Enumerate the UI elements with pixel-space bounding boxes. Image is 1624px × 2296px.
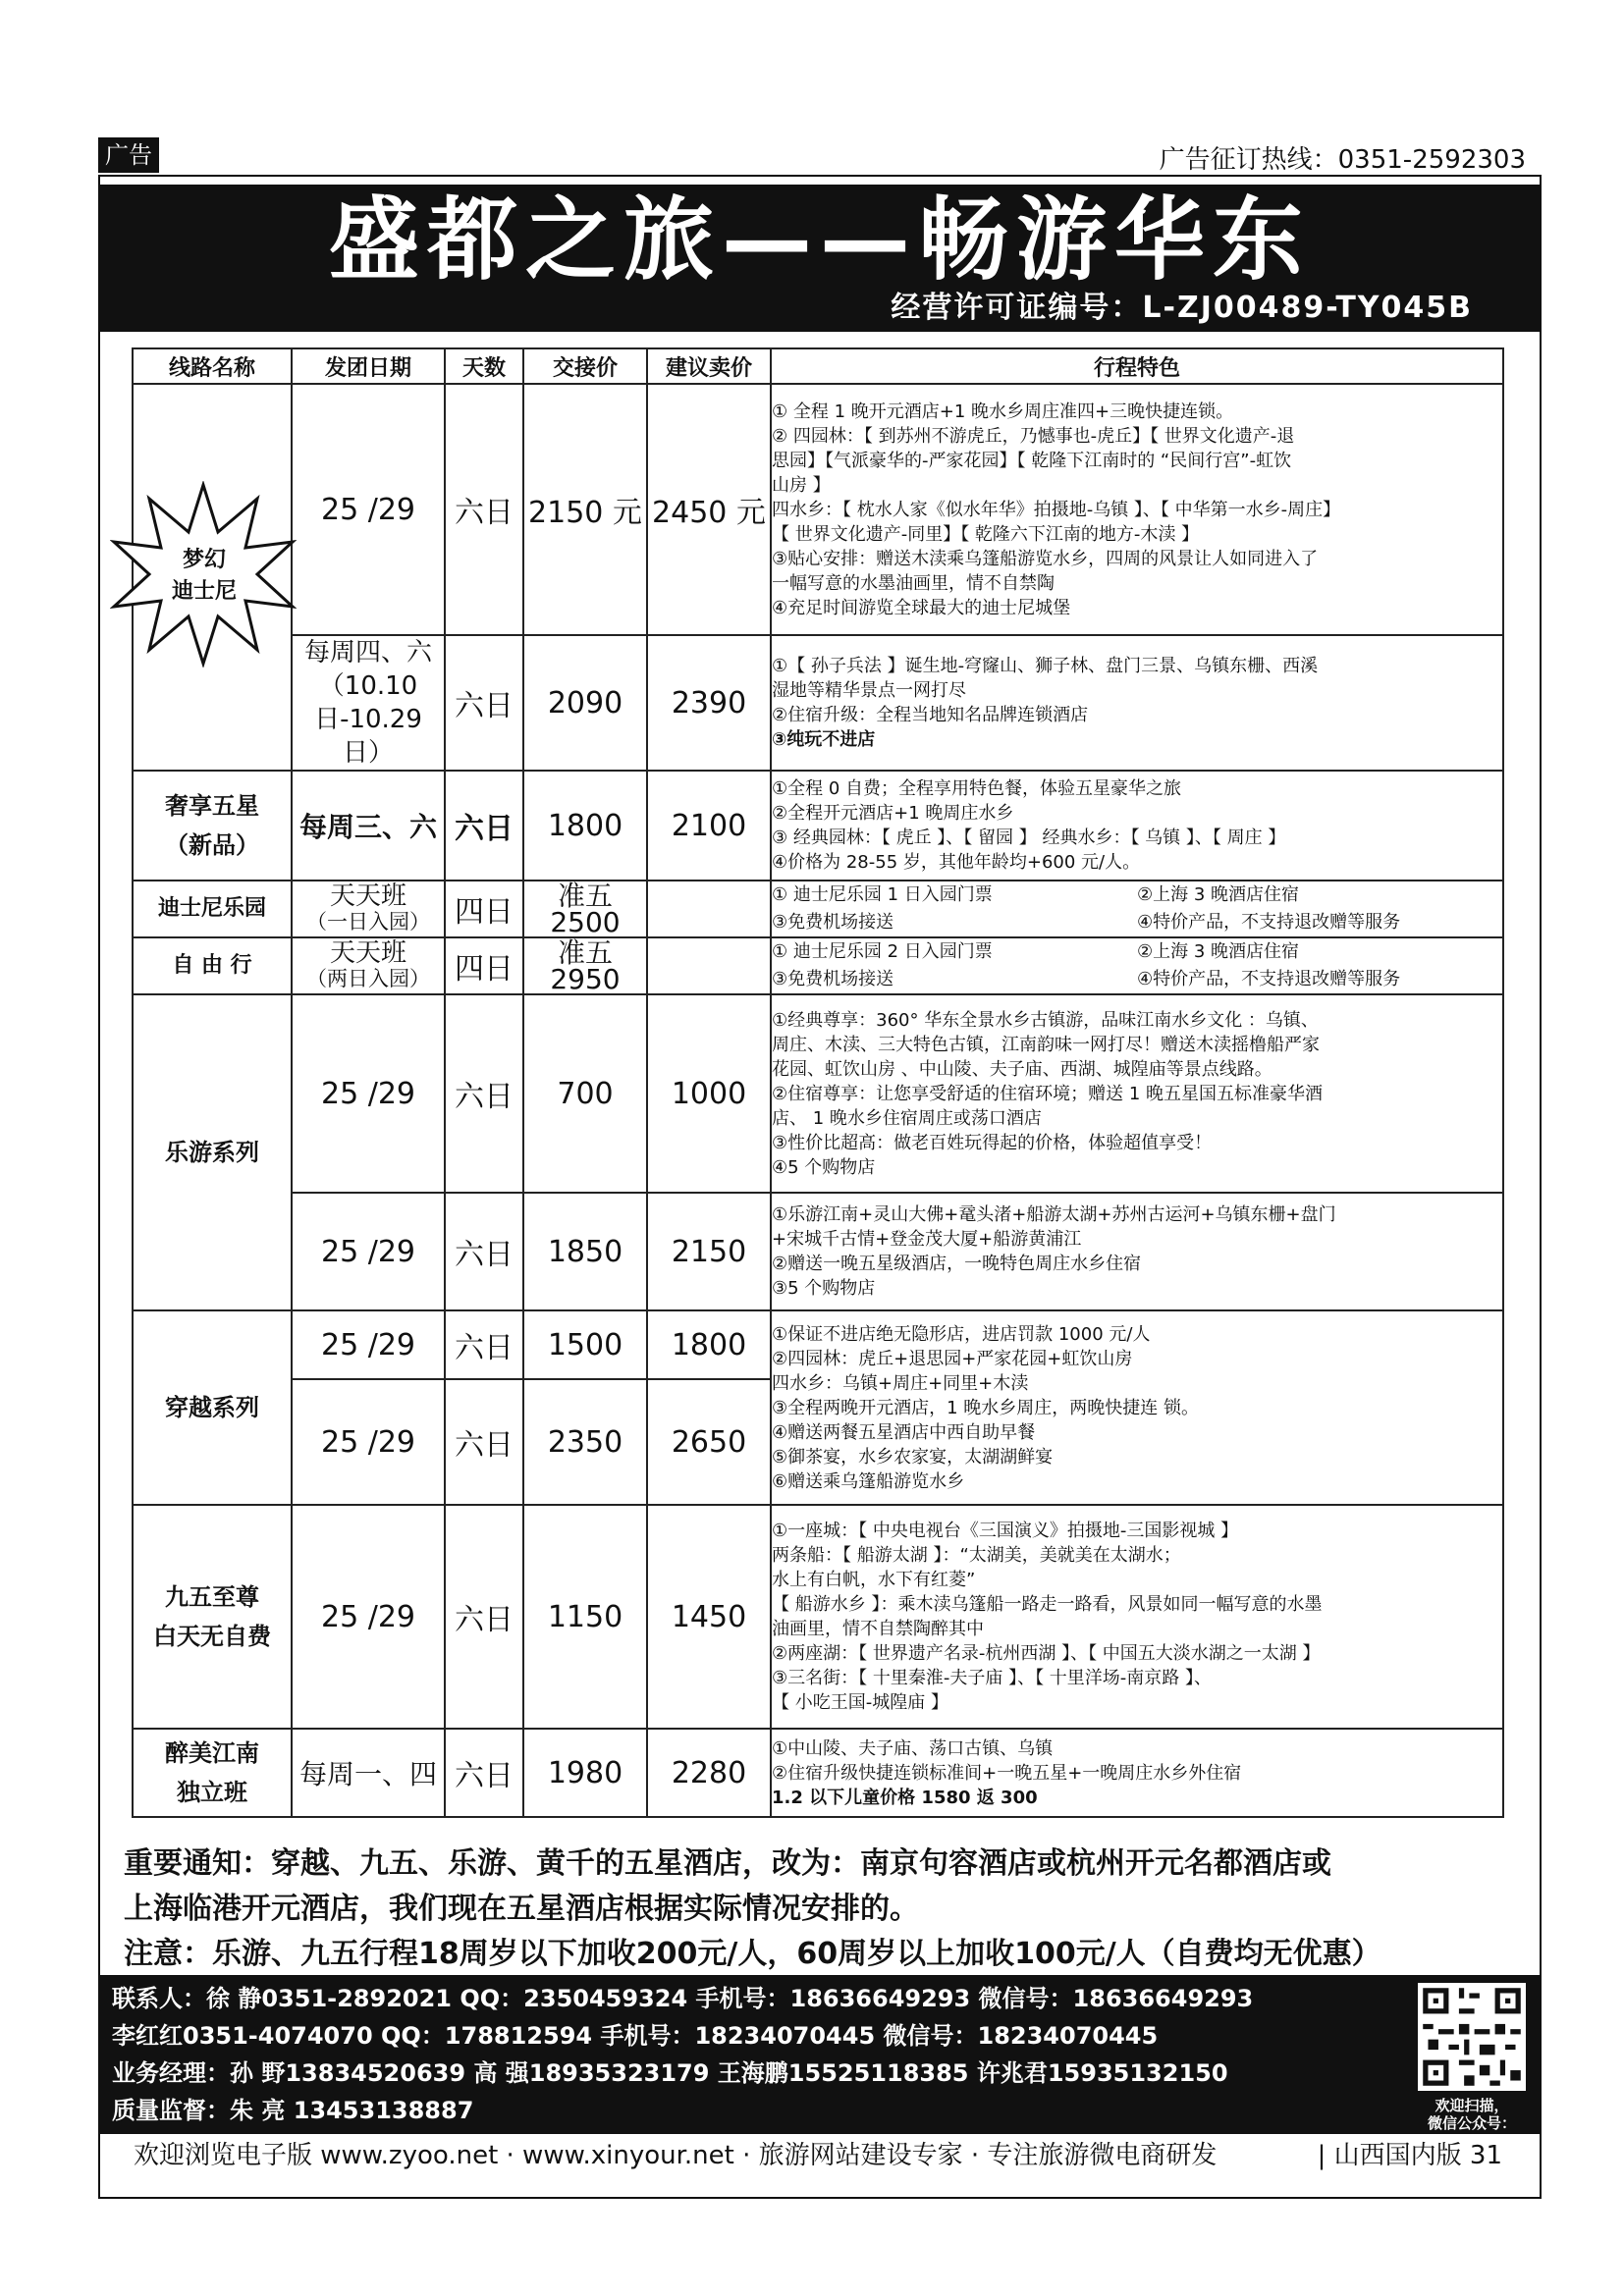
header-cell: 交接价 — [523, 348, 647, 384]
date-cell: 25 /29 — [292, 994, 445, 1193]
header-cell: 行程特色 — [771, 348, 1503, 384]
feature-item: ① 迪士尼乐园 2 日入园门票 — [772, 941, 993, 962]
features-cell — [771, 881, 1503, 937]
features-cell — [771, 1193, 1503, 1310]
qr-caption-line: 欢迎扫描， — [1435, 2097, 1509, 2114]
table-row — [133, 384, 1503, 635]
sale-cell: 2150 — [647, 1193, 771, 1310]
contact-row: 业务经理：孙 野13834520639 高 强18935323179 王海鹏15525118385 许兆君15935132150 — [112, 2059, 1228, 2087]
notice-line: 注意：乐游、九五行程18周岁以下加收200元/人，60周岁以上加收100元/人（自费均无优惠） — [124, 1937, 1381, 1971]
feature-line: 水上有白帆，水下有红菱” — [772, 1570, 976, 1590]
feature-line: ③全程两晚开元酒店，1 晚水乡周庄，两晚快捷连 锁。 — [772, 1397, 1200, 1418]
feature-line: ③性价比超高：做老百姓玩得起的价格，体验超值享受！ — [772, 1132, 1213, 1153]
feature-line: ③ 经典园林：【 虎丘 】、【 留园 】 经典水乡：【 乌镇 】、【 周庄 】 — [772, 828, 1286, 848]
feature-item: ① 迪士尼乐园 1 日入园门票 — [772, 884, 993, 905]
footer-page-number: | 山西国内版 31 — [1317, 2141, 1502, 2170]
notice-line: 重要通知：穿越、九五、乐游、黄千的五星酒店，改为：南京句容酒店或杭州开元名都酒店或 — [124, 1846, 1331, 1881]
contact-block — [98, 1975, 1542, 2134]
feature-line: ②住宿升级：全程当地知名品牌连锁酒店 — [772, 705, 1089, 725]
ad-tag: 广告 — [98, 137, 159, 173]
price-value: 2500 — [550, 906, 621, 938]
features-cell — [771, 1310, 1503, 1505]
feature-line: ②住宿升级快捷连锁标准间+一晚五星+一晚周庄水乡外住宿 — [772, 1762, 1242, 1784]
license-number: 经营许可证编号：L-ZJ00489-TY045B — [891, 291, 1473, 325]
table-row — [133, 937, 1503, 994]
price-grade: 准五 — [557, 936, 613, 969]
sale-cell: 1000 — [647, 994, 771, 1193]
feature-line: ②两座湖：【 世界遗产名录-杭州西湖 】、【 中国五大淡水湖之一太湖 】 — [772, 1643, 1321, 1664]
price-cell: 1800 — [523, 771, 647, 881]
date-cell: 25 /29 — [292, 1193, 445, 1310]
feature-line: 四水乡：乌镇+周庄+同里+木渎 — [772, 1372, 1029, 1394]
date-note: （一日入园） — [306, 910, 430, 934]
qr-code-icon — [1418, 1983, 1526, 2091]
date-cell: 25 /29 — [292, 384, 445, 635]
price-cell: 2350 — [523, 1379, 647, 1505]
feature-line: ④价格为 28-55 岁，其他年龄均+600 元/人。 — [772, 852, 1141, 873]
price-cell — [523, 937, 647, 994]
feature-line: 【 世界文化遗产-同里】【 乾隆六下江南的地方-木渎 】 — [772, 523, 1200, 545]
date-cell: 每周一、四 — [292, 1729, 445, 1817]
feature-line: ①乐游江南+灵山大佛+鼋头渚+船游太湖+苏州古运河+乌镇东栅+盘门 — [772, 1204, 1336, 1225]
days-cell: 六日 — [445, 771, 523, 881]
feature-line: ①经典尊享：360° 华东全景水乡古镇游，品味江南水乡文化 ：乌镇、 — [772, 1009, 1319, 1031]
days-cell: 六日 — [445, 994, 523, 1193]
date-cell — [292, 881, 445, 937]
header-cell: 天数 — [445, 348, 523, 384]
date-cell — [292, 937, 445, 994]
feature-item: ③免费机场接送 — [772, 969, 894, 989]
table-row — [133, 994, 1503, 1193]
feature-line: ④赠送两餐五星酒店中西自助早餐 — [772, 1421, 1036, 1443]
header-cell: 线路名称 — [133, 348, 292, 384]
feature-pair — [772, 938, 1502, 966]
route-name-cell: 迪士尼乐园 — [133, 881, 292, 937]
feature-line: ①全程 0 自费；全程享用特色餐，体验五星豪华之旅 — [772, 778, 1182, 799]
header-cell: 建议卖价 — [647, 348, 771, 384]
sale-cell: 2390 — [647, 635, 771, 771]
feature-line: ③纯玩不进店 — [772, 729, 876, 750]
route-name-cell — [133, 771, 292, 881]
contact-row: 质量监督：朱 亮 13453138887 — [112, 2097, 474, 2124]
route-name: 九五至尊 — [165, 1583, 259, 1611]
features-cell — [771, 937, 1503, 994]
feature-line: ②四园林：虎丘+退思园+严家花园+虹饮山房 — [772, 1348, 1133, 1369]
feature-line: 一幅写意的水墨油画里，情不自禁陶 — [772, 572, 1055, 594]
feature-item: ④特价产品，不支持退改赠等服务 — [1137, 969, 1401, 989]
important-notice — [124, 1842, 1518, 1977]
table-header-row — [133, 348, 1503, 384]
feature-line: ⑤御茶宴，水乡农家宴，太湖湖鲜宴 — [772, 1446, 1054, 1468]
feature-line: 油画里，情不自禁陶醉其中 — [772, 1619, 984, 1639]
days-cell: 六日 — [445, 1379, 523, 1505]
date-cell: 每周四、六（10.10 日-10.29 日） — [292, 635, 445, 771]
sale-cell: 2100 — [647, 771, 771, 881]
feature-line: ①【 孙子兵法 】诞生地-穹窿山、狮子林、盘门三景、乌镇东栅、西溪 — [772, 656, 1319, 676]
route-subname: 独立班 — [177, 1779, 247, 1806]
feature-line: ①一座城：【 中央电视台《三国演义》拍摄地-三国影视城 】 — [772, 1521, 1239, 1541]
feature-item: ②上海 3 晚酒店住宿 — [1137, 884, 1300, 905]
feature-pair — [772, 966, 1502, 993]
price-cell: 2150 元 — [523, 384, 647, 635]
table-row — [133, 1193, 1503, 1310]
days-cell: 六日 — [445, 1729, 523, 1817]
feature-line: ⑥赠送乘乌篷船游览水乡 — [772, 1470, 965, 1492]
table-row — [133, 881, 1503, 937]
features-cell — [771, 1505, 1503, 1729]
days-cell: 六日 — [445, 1193, 523, 1310]
sale-cell: 1450 — [647, 1505, 771, 1729]
feature-item: ②上海 3 晚酒店住宿 — [1137, 941, 1300, 962]
feature-pair — [772, 881, 1502, 909]
price-cell: 1850 — [523, 1193, 647, 1310]
feature-line: ③三名街：【 十里秦淮-夫子庙 】、【 十里洋场-南京路 】、 — [772, 1668, 1213, 1688]
sale-cell — [647, 881, 771, 937]
price-cell: 1980 — [523, 1729, 647, 1817]
feature-line: 四水乡：【 枕水人家《似水年华》拍摄地-乌镇 】、【 中华第一水乡-周庄】 — [772, 499, 1341, 520]
price-grade: 准五 — [557, 880, 613, 912]
route-name-cell — [133, 1505, 292, 1729]
days-cell: 四日 — [445, 881, 523, 937]
table-row — [133, 1310, 1503, 1379]
footer-websites: 欢迎浏览电子版 www.zyoo.net · www.xinyour.net · 旅游网站建设专家 · 专注旅游微电商研发 — [134, 2141, 1218, 2170]
feature-line: ④充足时间游览全球最大的迪士尼城堡 — [772, 597, 1071, 618]
date-cell: 25 /29 — [292, 1379, 445, 1505]
feature-line: 店、 1 晚水乡住宿周庄或荡口酒店 — [772, 1107, 1042, 1129]
feature-line: ②全程开元酒店+1 晚周庄水乡 — [772, 803, 1014, 824]
days-cell: 四日 — [445, 937, 523, 994]
banner-title: 盛都之旅——畅游华东 — [328, 187, 1311, 293]
date-cell: 25 /29 — [292, 1310, 445, 1379]
route-name-cell — [133, 1729, 292, 1817]
features-cell — [771, 384, 1503, 635]
badge-line: 迪士尼 — [171, 579, 237, 604]
contact-row: 联系人：徐 静0351-2892021 QQ：2350459324 手机号：18636649293 微信号：18636649293 — [112, 1985, 1254, 2012]
days-cell: 六日 — [445, 384, 523, 635]
feature-line: ①中山陵、夫子庙、荡口古镇、乌镇 — [772, 1737, 1054, 1759]
feature-line: ② 四园林：【 到苏州不游虎丘，乃憾事也-虎丘】【 世界文化遗产-退 — [772, 425, 1295, 447]
features-cell — [771, 994, 1503, 1193]
date-cell: 每周三、六 — [292, 771, 445, 881]
days-cell: 六日 — [445, 635, 523, 771]
feature-item: ③免费机场接送 — [772, 912, 894, 933]
title-banner — [98, 185, 1542, 332]
route-subname: （新品） — [165, 831, 259, 859]
date-cell: 25 /29 — [292, 1505, 445, 1729]
features-cell — [771, 635, 1503, 771]
page-footer — [98, 2136, 1542, 2175]
routes-table — [132, 347, 1504, 1818]
sale-cell: 1800 — [647, 1310, 771, 1379]
route-name-cell: 自 由 行 — [133, 937, 292, 994]
sale-cell — [647, 937, 771, 994]
feature-line: ④5 个购物店 — [772, 1156, 876, 1178]
price-cell — [523, 881, 647, 937]
feature-line: 思园】【气派豪华的-严家花园】【 乾隆下江南时的 “民间行宫”-虹饮 — [772, 450, 1292, 471]
price-cell: 2090 — [523, 635, 647, 771]
feature-line: ③贴心安排：赠送木渎乘乌篷船游览水乡，四周的风景让人如同进入了 — [772, 548, 1319, 569]
price-cell: 700 — [523, 994, 647, 1193]
table-row — [133, 635, 1503, 771]
feature-item: ④特价产品，不支持退改赠等服务 — [1137, 912, 1401, 933]
qr-caption-line: 微信公众号： — [1427, 2114, 1516, 2132]
date-main: 天天班 — [329, 881, 406, 911]
route-name: 奢享五星 — [165, 792, 259, 820]
sale-cell: 2450 元 — [647, 384, 771, 635]
ad-hotline: 广告征订热线：0351-2592303 — [1159, 145, 1526, 175]
feature-line: 【 船游水乡 】：乘木渎乌篷船一路走一路看，风景如同一幅写意的水墨 — [772, 1594, 1323, 1615]
price-value: 2950 — [550, 963, 621, 995]
table-row — [133, 771, 1503, 881]
badge-line: 梦幻 — [182, 548, 226, 572]
route-name-cell: 穿越系列 — [133, 1310, 292, 1505]
date-main: 天天班 — [329, 938, 406, 968]
feature-line: ②住宿尊享：让您享受舒适的住宿环境；赠送 1 晚五星国五标准豪华酒 — [772, 1083, 1324, 1104]
features-cell — [771, 1729, 1503, 1817]
feature-line: ②赠送一晚五星级酒店，一晚特色周庄水乡住宿 — [772, 1254, 1142, 1274]
feature-line: 湿地等精华景点一网打尽 — [772, 680, 966, 701]
days-cell: 六日 — [445, 1310, 523, 1379]
feature-line: 周庄、木渎、三大特色古镇，江南韵味一网打尽！赠送木渎摇橹船严家 — [772, 1034, 1320, 1055]
days-cell: 六日 — [445, 1505, 523, 1729]
features-cell — [771, 771, 1503, 881]
feature-line: 【 小吃王国-城隍庙 】 — [772, 1692, 948, 1713]
feature-line: 两条船：【 船游太湖 】：“太湖美，美就美在太湖水； — [772, 1545, 1181, 1566]
feature-line: +宋城千古情+登金茂大厦+船游黄浦江 — [772, 1229, 1082, 1250]
notice-line: 上海临港开元酒店，我们现在五星酒店根据实际情况安排的。 — [124, 1892, 919, 1926]
price-cell: 1150 — [523, 1505, 647, 1729]
price-cell: 1500 — [523, 1310, 647, 1379]
contact-row: 李红红0351-4074070 QQ：178812594 手机号：18234070445 微信号：18234070445 — [112, 2022, 1159, 2050]
feature-line: 花园、虹饮山房 、中山陵、夫子庙、西湖、城隍庙等景点线路。 — [772, 1058, 1272, 1080]
feature-line: 1.2 以下儿童价格 1580 返 300 — [772, 1787, 1038, 1808]
feature-line: ① 全程 1 晚开元酒店+1 晚水乡周庄准四+三晚快捷连锁。 — [772, 400, 1234, 422]
feature-line: ①保证不进店绝无隐形店，进店罚款 1000 元/人 — [772, 1323, 1151, 1345]
feature-line: 山房 】 — [772, 474, 831, 496]
route-name: 醉美江南 — [165, 1739, 259, 1767]
table-row — [133, 1729, 1503, 1817]
date-note: （两日入园） — [306, 967, 430, 990]
sale-cell: 2650 — [647, 1379, 771, 1505]
table-row — [133, 1505, 1503, 1729]
sale-cell: 2280 — [647, 1729, 771, 1817]
disney-badge — [149, 545, 259, 608]
feature-pair — [772, 909, 1502, 936]
route-subname: 白天无自费 — [153, 1623, 271, 1650]
feature-line: ③5 个购物店 — [772, 1278, 876, 1299]
header-cell: 发团日期 — [292, 348, 445, 384]
qr-caption — [1412, 2097, 1532, 2132]
route-name-cell: 乐游系列 — [133, 994, 292, 1310]
